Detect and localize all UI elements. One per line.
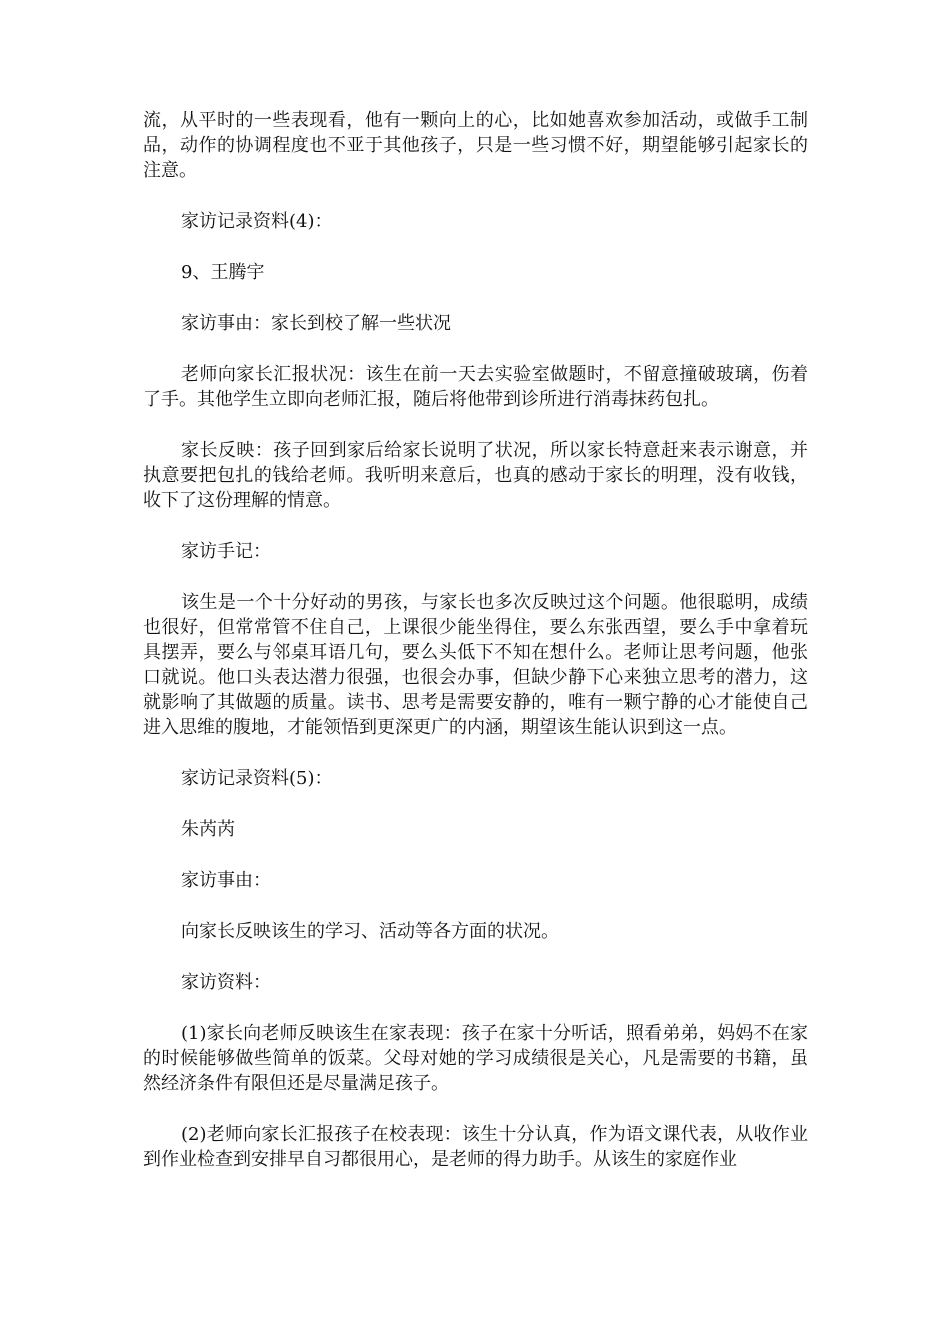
student-name: 朱芮芮: [181, 819, 235, 840]
visit-notes-heading: 家访手记：: [181, 541, 271, 562]
paragraph-continuation: 流，从平时的一些表现看，他有一颗向上的心，比如她喜欢参加活动，或做手工制品，动作的协调程度也不亚于其他孩子，只是一些习惯不好，期望能够引起家长的注意。: [143, 110, 808, 181]
section-heading-record-5: 家访记录资料(5)：: [181, 768, 333, 789]
visit-content-item-2: (2)老师向家长汇报孩子在校表现：该生十分认真，作为语文课代表，从收作业到作业检查到安排早自习都很用心，是老师的得力助手。从该生的家庭作业: [143, 1124, 808, 1170]
visit-reason-body: 向家长反映该生的学习、活动等各方面的状况。: [181, 921, 559, 942]
visit-content-item-1: (1)家长向老师反映该生在家表现：孩子在家十分听话，照看弟弟，妈妈不在家的时候能够做些简单的饭菜。父母对她的学习成绩很是关心，凡是需要的书籍，虽然经济条件有限但还是尽量满足孩子。: [143, 1023, 808, 1094]
visit-reason-heading: 家访事由：: [181, 870, 271, 891]
document-body: [143, 108, 808, 1198]
visit-notes-body: 该生是一个十分好动的男孩，与家长也多次反映过这个问题。他很聪明，成绩也很好，但常常管不住自己，上课很少能坐得住，要么东张西望，要么手中拿着玩具摆弄，要么与邻桌耳语几句，要么头低下不知在想什么。老师让思考问题，他张口就说。他口头表达潜力很强，也很会办事，但缺少静下心来独立思考的潜力，这就影响了其做题的质量。读书、思考是需要安静的，唯有一颗宁静的心才能使自己进入思维的腹地，才能领悟到更深更广的内涵，期望该生能认识到这一点。: [143, 592, 808, 738]
visit-content-heading: 家访资料：: [181, 972, 271, 993]
parent-feedback: 家长反映：孩子回到家后给家长说明了状况，所以家长特意赶来表示谢意，并执意要把包扎的钱给老师。我听明来意后，也真的感动于家长的明理，没有收钱，收下了这份理解的情意。: [143, 440, 808, 511]
teacher-report: 老师向家长汇报状况：该生在前一天去实验室做题时，不留意撞破玻璃，伤着了手。其他学生立即向老师汇报，随后将他带到诊所进行消毒抹药包扎。: [143, 364, 808, 410]
student-name: 9、王腾宇: [181, 262, 265, 283]
visit-reason: 家访事由：家长到校了解一些状况: [181, 313, 451, 334]
section-heading-record-4: 家访记录资料(4)：: [181, 211, 333, 232]
